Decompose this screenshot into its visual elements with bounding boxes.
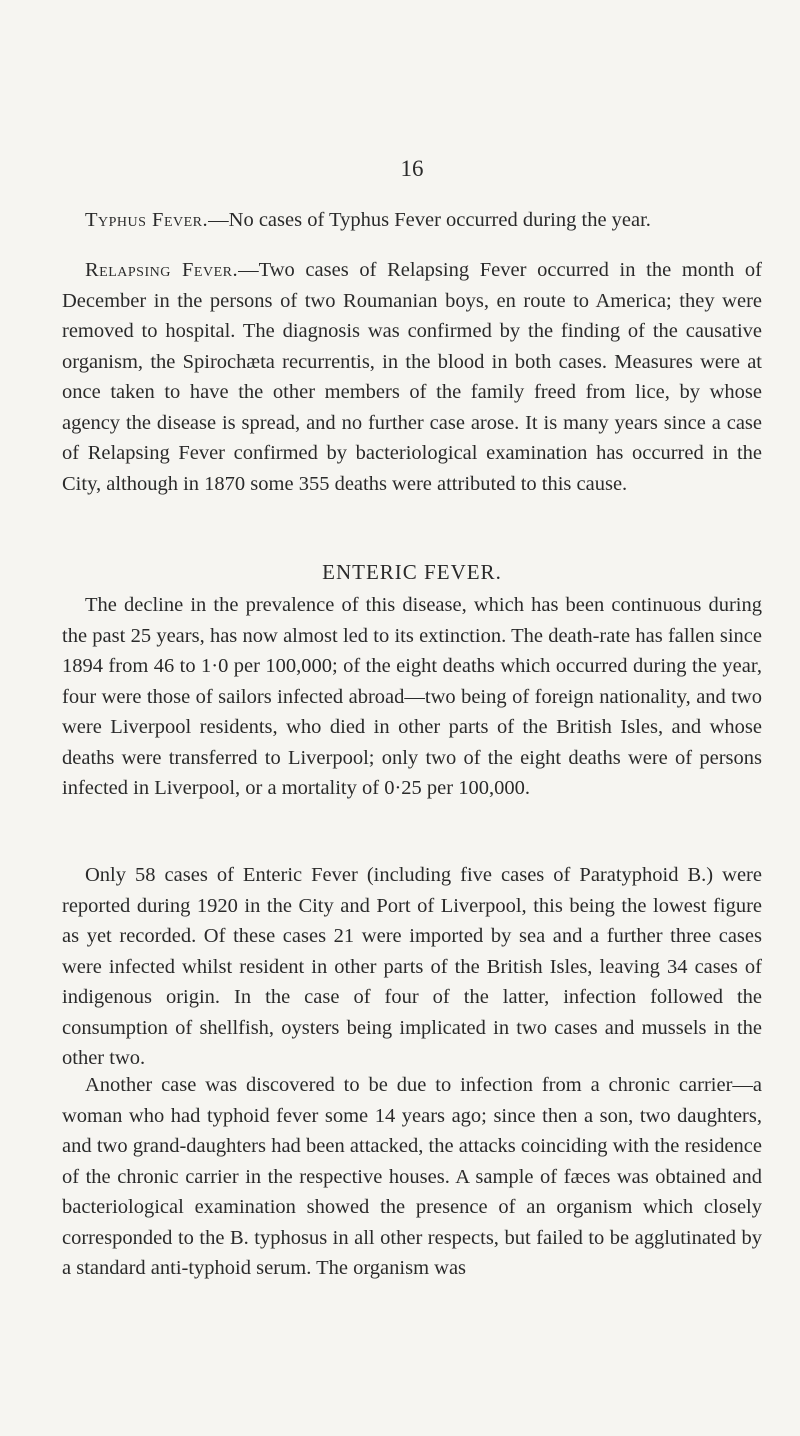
relapsing-text: —Two cases of Relapsing Fever occurred in the month of December in the persons of two Roumanian boys, en route to America; they were removed to hospital. The diagnosis was confirmed by the finding of the causative organism, the Spirochæta recurrentis, in the blood in both cases. Measures were at once taken to have the other members of the family freed from lice, by whose agency the disease is spread, and no further case arose. It is many years since a case of Relapsing Fever confirmed by bacteriological examination has occurred in the City, although in 1870 some 355 deaths were attributed to this cause. xyxy=(62,259,762,495)
typhus-paragraph xyxy=(62,205,762,236)
relapsing-paragraph xyxy=(62,255,762,499)
page-number: 16 xyxy=(400,156,424,181)
relapsing-heading: Relapsing Fever. xyxy=(85,259,239,281)
enteric-paragraph: Only 58 cases of Enteric Fever (including five cases of Paratyphoid B.) were reported during 1920 in the City and Port of Liverpool, this being the lowest figure as yet recorded. Of these cases 21 were imported by sea and a further three cases were infected whilst resident in other parts of the British Isles, leaving 34 cases of indigenous origin. In the case of four of the latter, infection followed the consumption of shellfish, oysters being implicated in two cases and mussels in the other two. xyxy=(62,864,762,1069)
enteric-paragraph: The decline in the prevalence of this disease, which has been continuous during the past 25 years, has now almost led to its extinction. The death-rate has fallen since 1894 from 46 to 1·0 per 100,000; of the eight deaths which occurred during the year, four were those of sailors infected abroad—two being of foreign nationality, and two were Liverpool residents, who died in other parts of the British Isles, and whose deaths were transferred to Liverpool; only two of the eight deaths were of persons infected in Liverpool, or a mortality of 0·25 per 100,000. xyxy=(62,594,762,799)
typhus-heading: Typhus Fever. xyxy=(85,209,209,231)
enteric-paragraph: Another case was discovered to be due to infection from a chronic carrier—a woman who had typhoid fever some 14 years ago; since then a son, two daughters, and two grand-daughters had been attacked, the attacks coinciding with the residence of the chronic carrier in the respective houses. A sample of fæces was obtained and bacteriological examination showed the presence of an organism which closely corresponded to the B. typhosus in all other respects, but failed to be agglutinated by a standard anti-typhoid serum. The organism was xyxy=(62,1074,762,1279)
enteric-section-heading: ENTERIC FEVER. xyxy=(322,560,502,584)
typhus-text: —No cases of Typhus Fever occurred during the year. xyxy=(208,209,651,231)
